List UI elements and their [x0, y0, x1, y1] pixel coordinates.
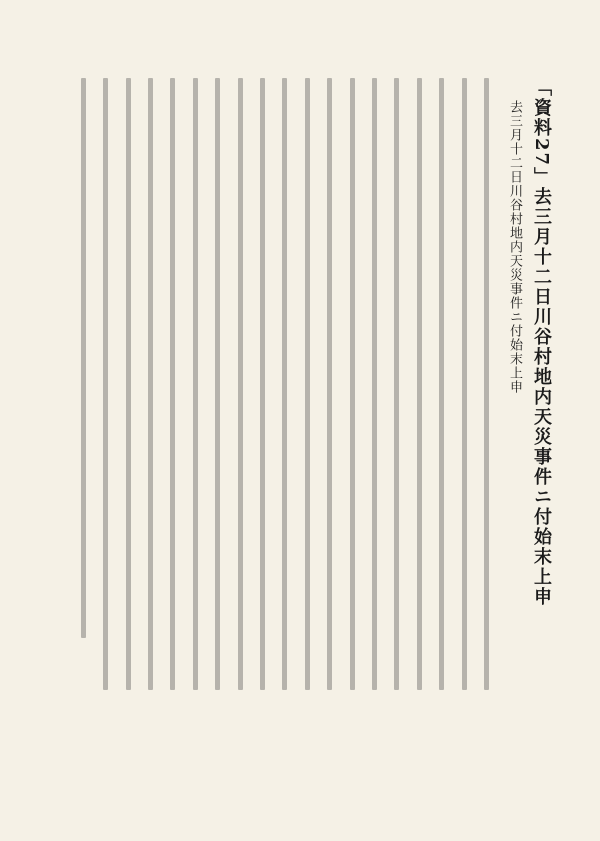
body-text-column — [148, 78, 153, 690]
body-text-column — [394, 78, 399, 690]
document-title-text: 去三月十二日川谷村地内天災事件ニ付始末上申 — [531, 187, 552, 608]
document-subtitle: 去三月十二日川谷村地内天災事件ニ付始末上申 — [507, 100, 522, 394]
body-text-column — [282, 78, 287, 690]
body-text-column — [170, 78, 175, 690]
body-text-column — [215, 78, 220, 690]
body-text-column — [327, 78, 332, 690]
document-title — [532, 78, 550, 607]
body-text-column — [484, 78, 489, 690]
body-text-column — [372, 78, 377, 690]
body-text-column — [126, 78, 131, 690]
body-text-column — [81, 78, 86, 638]
body-text-column — [103, 78, 108, 690]
body-text-column — [305, 78, 310, 690]
body-text-column — [350, 78, 355, 690]
body-text-column — [439, 78, 444, 690]
body-text-column — [260, 78, 265, 690]
body-text-column — [238, 78, 243, 690]
body-text-column — [193, 78, 198, 690]
document-title-tag: 「資料27」 — [531, 78, 552, 188]
body-text-column — [417, 78, 422, 690]
body-text-column — [462, 78, 467, 690]
